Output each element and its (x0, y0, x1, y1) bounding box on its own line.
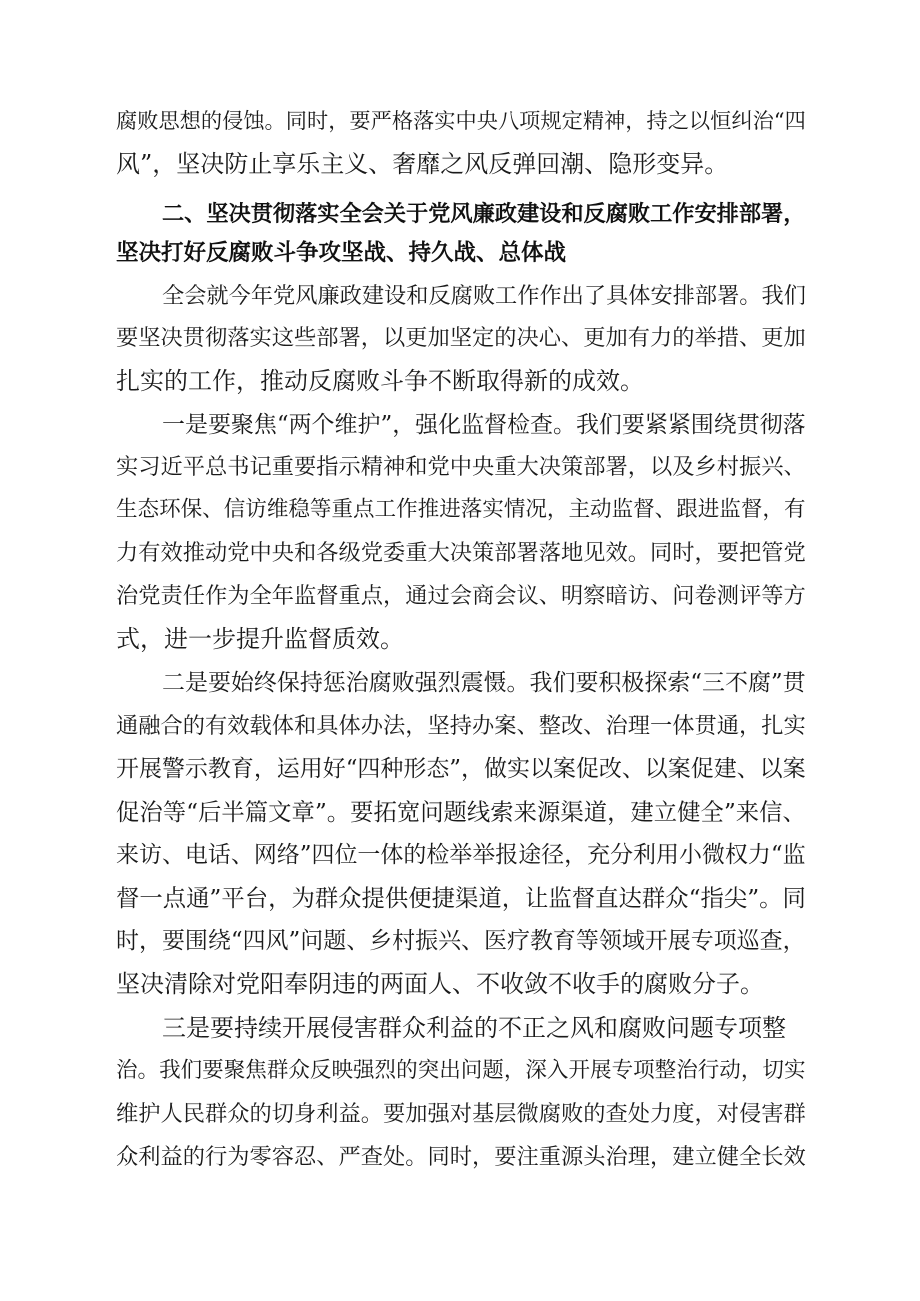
text-line: 促治等“后半篇文章”。要拓宽问题线索来源渠道，建立健全”来信、 (116, 798, 806, 826)
text-line: 要坚决贯彻落实这些部署，以更加坚定的决心、更加有力的举措、更加 (116, 325, 806, 351)
text-line: 三是要持续开展侵害群众利益的不正之风和腐败问题专项整 (162, 1014, 786, 1042)
text-line: 实习近平总书记重要指示精神和党中央重大决策部署，以及乡村振兴、 (116, 454, 806, 480)
heading-line: 坚决打好反腐败斗争攻坚战、持久战、总体战 (116, 240, 567, 266)
text-line: 时，要围绕“四风”问题、乡村振兴、医疗教育等领域开展专项巡查， (116, 928, 806, 954)
text-line: 众利益的行为零容忍、严查处。同时，要注重源头治理，建立健全长效 (116, 1144, 806, 1170)
text-line: 治。我们要聚焦群众反映强烈的突出问题，深入开展专项整治行动，切实 (116, 1058, 806, 1083)
text-line: 全会就今年党风廉政建设和反腐败工作作出了具体安排部署。我们 (162, 283, 806, 309)
text-line: 二是要始终保持惩治腐败强烈震慑。我们要积极探索“三不腐”贯 (162, 670, 806, 696)
text-line: 风”，坚决防止享乐主义、奢靡之风反弹回潮、隐形变异。 (116, 150, 729, 178)
heading-line: 二、坚决贯彻落实全会关于党风廉政建设和反腐败工作安排部署， (162, 201, 806, 227)
text-line: 腐败思想的侵蚀。同时，要严格落实中央八项规定精神，持之以恒纠治“四 (116, 109, 806, 134)
text-line: 开展警示教育，运用好“四种形态”，做实以案促改、以案促建、以案 (116, 756, 806, 782)
text-line: 维护人民群众的切身利益。要加强对基层微腐败的查处力度，对侵害群 (116, 1101, 806, 1127)
text-line: 督一点通”平台，为群众提供便捷渠道，让监督直达群众“指尖”。同 (116, 884, 806, 912)
text-line: 通融合的有效载体和具体办法，坚持办案、整改、治理一体贯通，扎实 (116, 713, 806, 739)
text-line: 生态环保、信访维稳等重点工作推进落实情况，主动监督、跟进监督，有 (116, 497, 806, 522)
text-line: 来访、电话、网络”四位一体的检举举报途径，充分利用小微权力“监 (116, 842, 806, 868)
text-line: 一是要聚焦“两个维护”，强化监督检查。我们要紧紧围绕贯彻落 (162, 412, 806, 438)
text-line: 扎实的工作，推动反腐败斗争不断取得新的成效。 (116, 367, 644, 395)
text-line: 治党责任作为全年监督重点，通过会商会议、明察暗访、问卷测评等方 (116, 583, 806, 609)
text-line: 力有效推动党中央和各级党委重大决策部署落地见效。同时，要把管党 (116, 540, 806, 566)
text-line: 坚决清除对党阳奉阴违的两面人、不收敛不收手的腐败分子。 (116, 970, 764, 998)
text-line: 式，进一步提升监督质效。 (116, 625, 404, 653)
